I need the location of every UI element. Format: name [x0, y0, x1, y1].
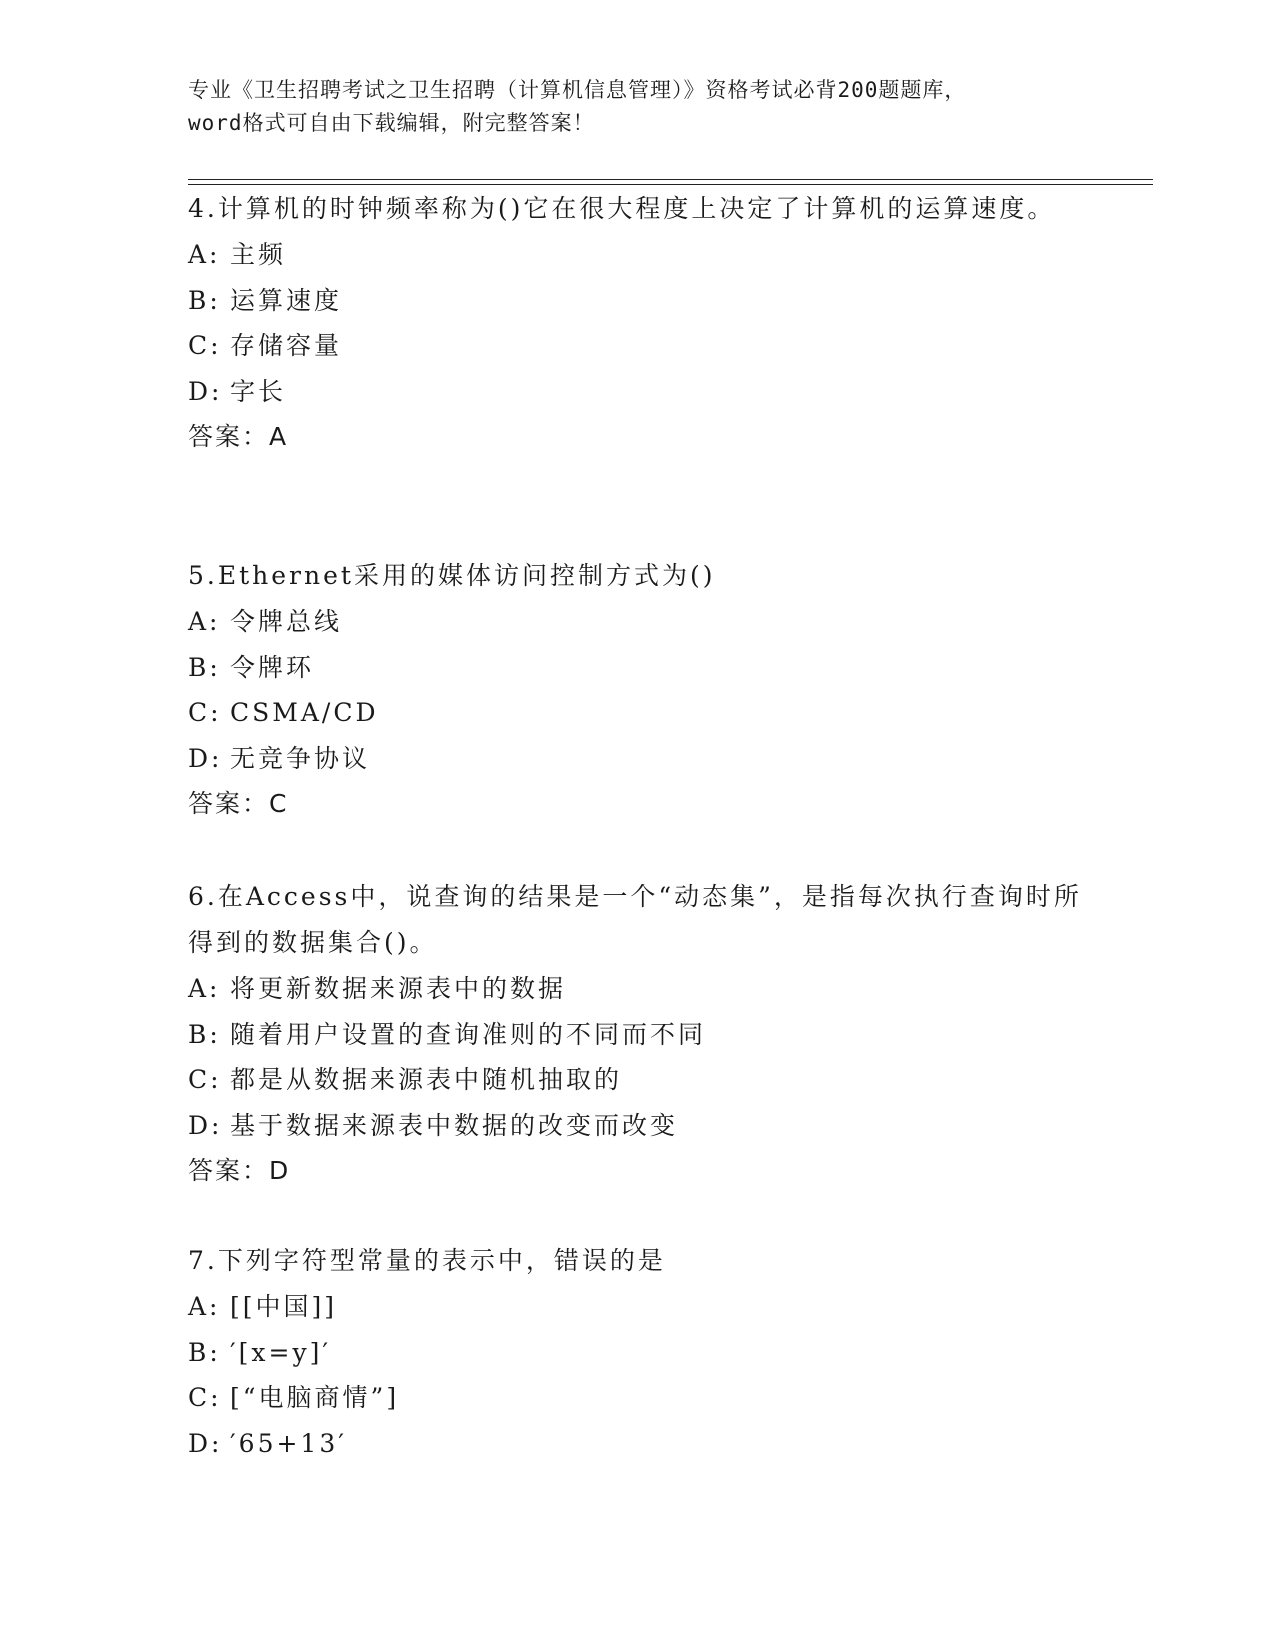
header-divider-top [188, 179, 1153, 180]
option-text: CSMA/CD [230, 698, 379, 727]
option-a [188, 599, 1088, 645]
option-text: 主频 [230, 240, 287, 269]
option-letter: A: [188, 607, 221, 636]
option-text: ′[x=y]′ [230, 1337, 332, 1367]
option-text: [“电脑商情”] [230, 1383, 400, 1412]
option-letter: B: [188, 1019, 221, 1049]
question-block [188, 1238, 1088, 1466]
option-letter: C: [188, 331, 222, 360]
option-a [188, 966, 1088, 1012]
answer-line: 答案：A [188, 422, 289, 451]
header-line-1: 专业《卫生招聘考试之卫生招聘（计算机信息管理）》资格考试必背200题题库， [188, 78, 967, 102]
option-text: 运算速度 [230, 285, 343, 315]
option-letter: A: [188, 974, 221, 1003]
answer-line: 答案：D [188, 1156, 291, 1185]
option-text: 存储容量 [230, 331, 343, 360]
option-letter: D: [188, 1110, 223, 1140]
question-stem: 5.Ethernet采用的媒体访问控制方式为() [188, 561, 716, 590]
question-block [188, 186, 1088, 460]
question-block [188, 874, 1088, 1194]
option-c [188, 323, 1088, 369]
option-letter: B: [188, 652, 221, 682]
option-letter: D: [188, 376, 223, 406]
document-header [188, 74, 1088, 140]
option-letter: C: [188, 698, 222, 727]
option-b [188, 1330, 1088, 1376]
option-letter: A: [188, 240, 221, 269]
option-text: 基于数据来源表中数据的改变而改变 [230, 1110, 679, 1140]
option-letter: C: [188, 1383, 222, 1412]
option-c [188, 690, 1088, 736]
option-text: ′65+13′ [230, 1428, 347, 1458]
option-text: 都是从数据来源表中随机抽取的 [230, 1065, 623, 1094]
option-d [188, 1103, 1088, 1149]
option-text: 字长 [230, 376, 287, 406]
option-text: 令牌总线 [230, 607, 343, 636]
header-divider-bottom [188, 184, 1153, 185]
option-letter: C: [188, 1065, 222, 1094]
option-a [188, 1284, 1088, 1330]
option-d [188, 1421, 1088, 1467]
option-letter: B: [188, 285, 221, 315]
option-text: 将更新数据来源表中的数据 [230, 974, 567, 1003]
option-b [188, 1012, 1088, 1058]
option-c [188, 1057, 1088, 1103]
option-b [188, 645, 1088, 691]
header-line-2: word格式可自由下载编辑，附完整答案！ [188, 111, 595, 135]
option-letter: D: [188, 1428, 223, 1458]
option-text: 随着用户设置的查询准则的不同而不同 [230, 1019, 707, 1049]
option-text: [[中国]] [230, 1292, 338, 1321]
option-d [188, 736, 1088, 782]
option-c [188, 1375, 1088, 1421]
option-a [188, 232, 1088, 278]
question-block [188, 553, 1088, 827]
question-stem: 7.下列字符型常量的表示中，错误的是 [188, 1246, 666, 1275]
option-b [188, 278, 1088, 324]
option-letter: D: [188, 743, 223, 773]
question-stem: 4.计算机的时钟频率称为()它在很大程度上决定了计算机的运算速度。 [188, 194, 1056, 223]
option-letter: A: [188, 1292, 221, 1321]
answer-line: 答案：C [188, 789, 289, 818]
question-stem: 6.在Access中，说查询的结果是一个“动态集”，是指每次执行查询时所得到的数据集合()。 [188, 882, 1082, 957]
option-letter: B: [188, 1337, 221, 1367]
option-text: 令牌环 [230, 652, 315, 682]
option-d [188, 369, 1088, 415]
option-text: 无竞争协议 [230, 743, 371, 773]
